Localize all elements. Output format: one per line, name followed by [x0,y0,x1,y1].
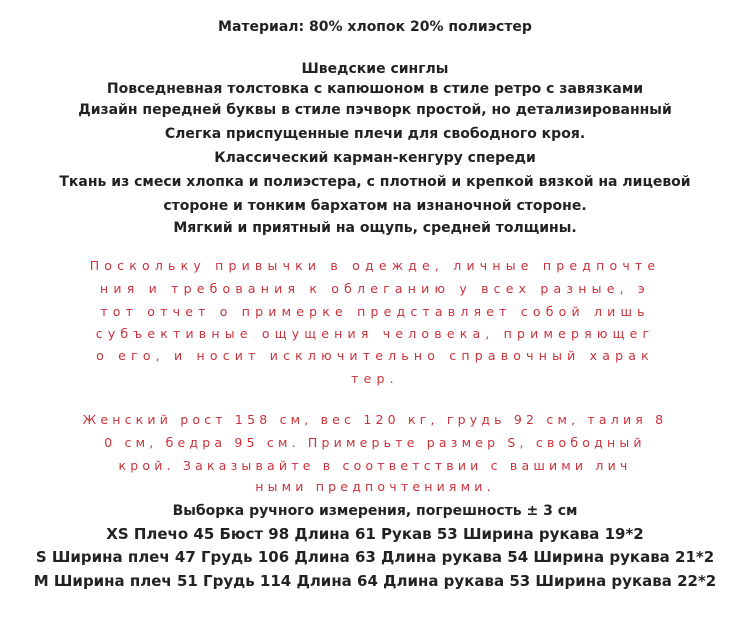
feature-line: Повседневная толстовка с капюшоном в стиле ретро с завязками [106,81,644,97]
feature-line: Мягкий и приятный на ощупь, средней толщины. [173,220,577,236]
disclaimer-line: субъективные ощущения человека, примеряющег [95,326,655,341]
feature-line: Слегка приспущенные плечи для свободного кроя. [164,126,586,142]
feature-line: Дизайн передней буквы в стиле пэчворк простой, но детализированный [78,102,672,118]
material-line: Материал: 80% хлопок 20% полиэстер [218,19,532,35]
disclaimer-line: о его, и носит исключительно справочный харак [96,348,654,363]
size-row-s: S Ширина плеч 47 Грудь 106 Длина 63 Длина рукава 54 Ширина рукава 21*2 [35,548,715,566]
model-note-line: Женский рост 158 см, вес 120 кг, грудь 92 см, талия 8 [82,412,668,427]
feature-line: Шведские синглы [301,61,449,77]
model-note-line: крой. Заказывайте в соответствии с вашими лич [118,458,632,473]
feature-line: Классический карман-кенгуру спереди [214,150,536,166]
size-row-m: M Ширина плеч 51 Грудь 114 Длина 64 Длина рукава 53 Ширина рукава 22*2 [33,572,717,590]
feature-line: Ткань из смеси хлопка и полиэстера, с плотной и крепкой вязкой на лицевой [59,174,691,190]
size-chart-header: Выборка ручного измерения, погрешность ± 3 см [172,503,578,519]
feature-line: стороне и тонким бархатом на изнаночной стороне. [163,198,587,214]
disclaimer-line: тот отчет о примерке представляет собой лишь [100,304,650,319]
disclaimer-line: тер. [351,371,399,386]
size-row-xs: XS Плечо 45 Бюст 98 Длина 61 Рукав 53 Ширина рукава 19*2 [106,525,644,543]
disclaimer-line: ния и требования к облеганию у всех разные, э [100,281,650,296]
model-note-line: ными предпочтениями. [255,479,495,494]
model-note-line: 0 см, бедра 95 см. Примерьте размер S, свободный [104,435,646,450]
disclaimer-line: Поскольку привычки в одежде, личные предпочте [89,258,661,273]
